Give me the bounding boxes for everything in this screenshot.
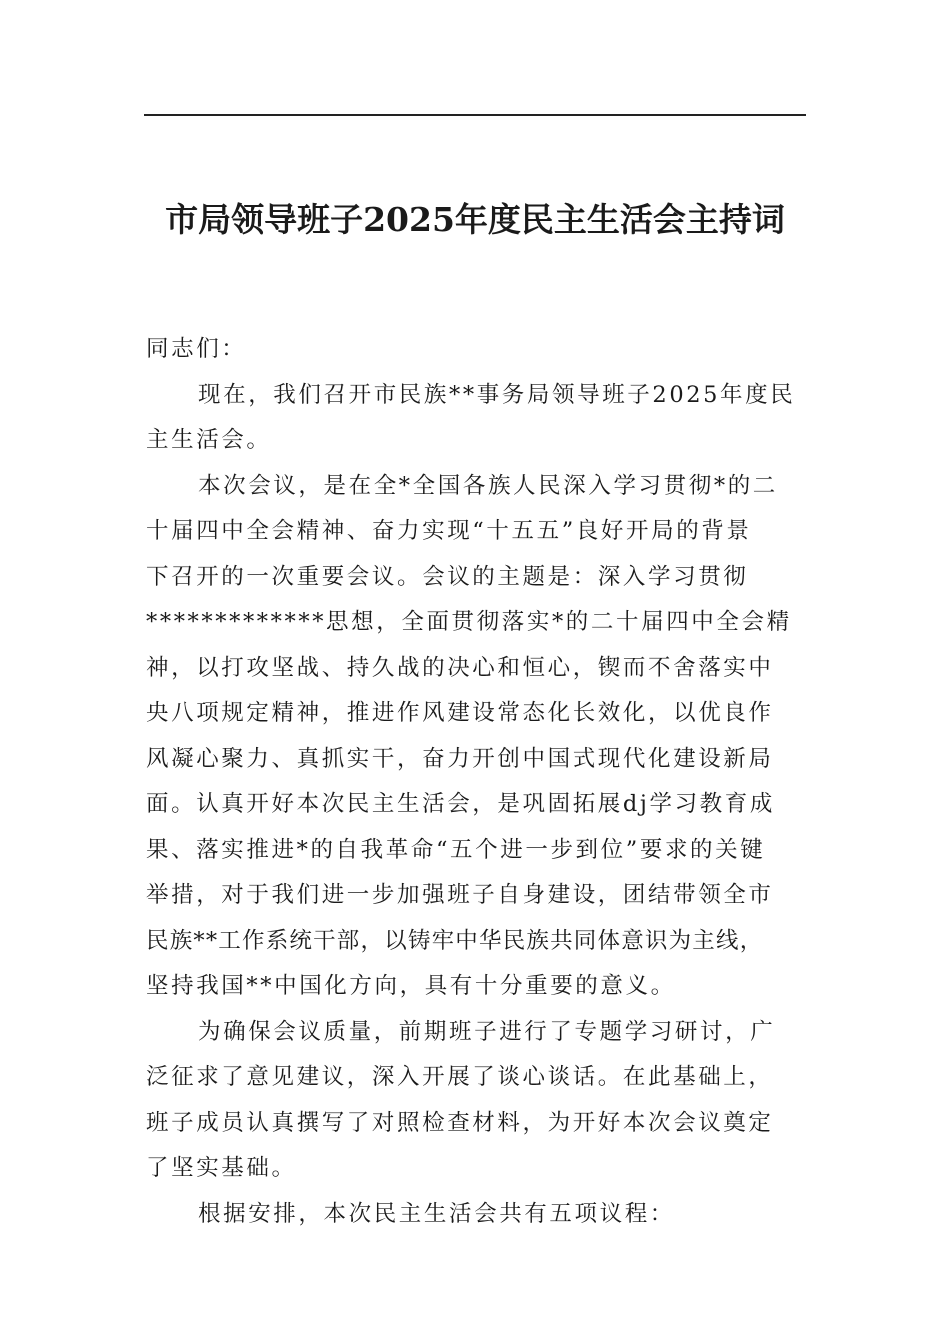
paragraph-1-line-2: 主生活会。 <box>146 427 272 453</box>
paragraph-3-line-2: 泛征求了意见建议，深入开展了谈心谈话。在此基础上， <box>146 1064 774 1090</box>
paragraph-3-line-3: 班子成员认真撰写了对照检查材料，为开好本次会议奠定 <box>146 1109 774 1136</box>
paragraph-1-line-1: 现在，我们召开市民族**事务局领导班子2025年度民 <box>198 381 796 408</box>
paragraph-3-line-4: 了坚实基础。 <box>146 1155 297 1181</box>
paragraph-2-line-2: 十届四中全会精神、奋力实现“十五五”良好开局的背景 <box>146 518 752 544</box>
paragraph-2-line-1: 本次会议，是在全*全国各族人民深入学习贯彻*的二 <box>198 472 778 499</box>
paragraph-3-line-1: 为确保会议质量，前期班子进行了专题学习研讨，广 <box>198 1018 776 1045</box>
salutation-line: 同志们： <box>146 336 247 362</box>
paragraph-2-line-8: 面。认真开好本次民主生活会，是巩固拓展dj学习教育成 <box>146 791 775 817</box>
paragraph-2-line-5: 神，以打攻坚战、持久战的决心和恒心，锲而不舍落实中 <box>146 654 774 681</box>
paragraph-2-line-9: 果、落实推进*的自我革命“五个进一步到位”要求的关键 <box>146 836 766 863</box>
paragraph-2-line-12: 坚持我国**中国化方向，具有十分重要的意义。 <box>146 973 676 999</box>
paragraph-2-line-11: 民族**工作系统干部，以铸牢中华民族共同体意识为主线， <box>146 927 764 954</box>
paragraph-2-line-10: 举措，对于我们进一步加强班子自身建设，团结带领全市 <box>146 882 774 908</box>
document-title: 市局领导班子2025年度民主生活会主持词 <box>165 200 785 239</box>
paragraph-4-line-1: 根据安排，本次民主生活会共有五项议程： <box>198 1200 675 1227</box>
document-body <box>146 327 808 1237</box>
paragraph-2-line-4: *************思想，全面贯彻落实*的二十届四中全会精 <box>146 609 792 635</box>
paragraph-2-line-6: 央八项规定精神，推进作风建设常态化长效化，以优良作 <box>146 700 774 726</box>
paragraph-2-line-7: 风凝心聚力、真抓实干，奋力开创中国式现代化建设新局 <box>146 745 774 772</box>
header-rule <box>144 114 806 116</box>
paragraph-2-line-3: 下召开的一次重要会议。会议的主题是：深入学习贯彻 <box>146 563 749 590</box>
